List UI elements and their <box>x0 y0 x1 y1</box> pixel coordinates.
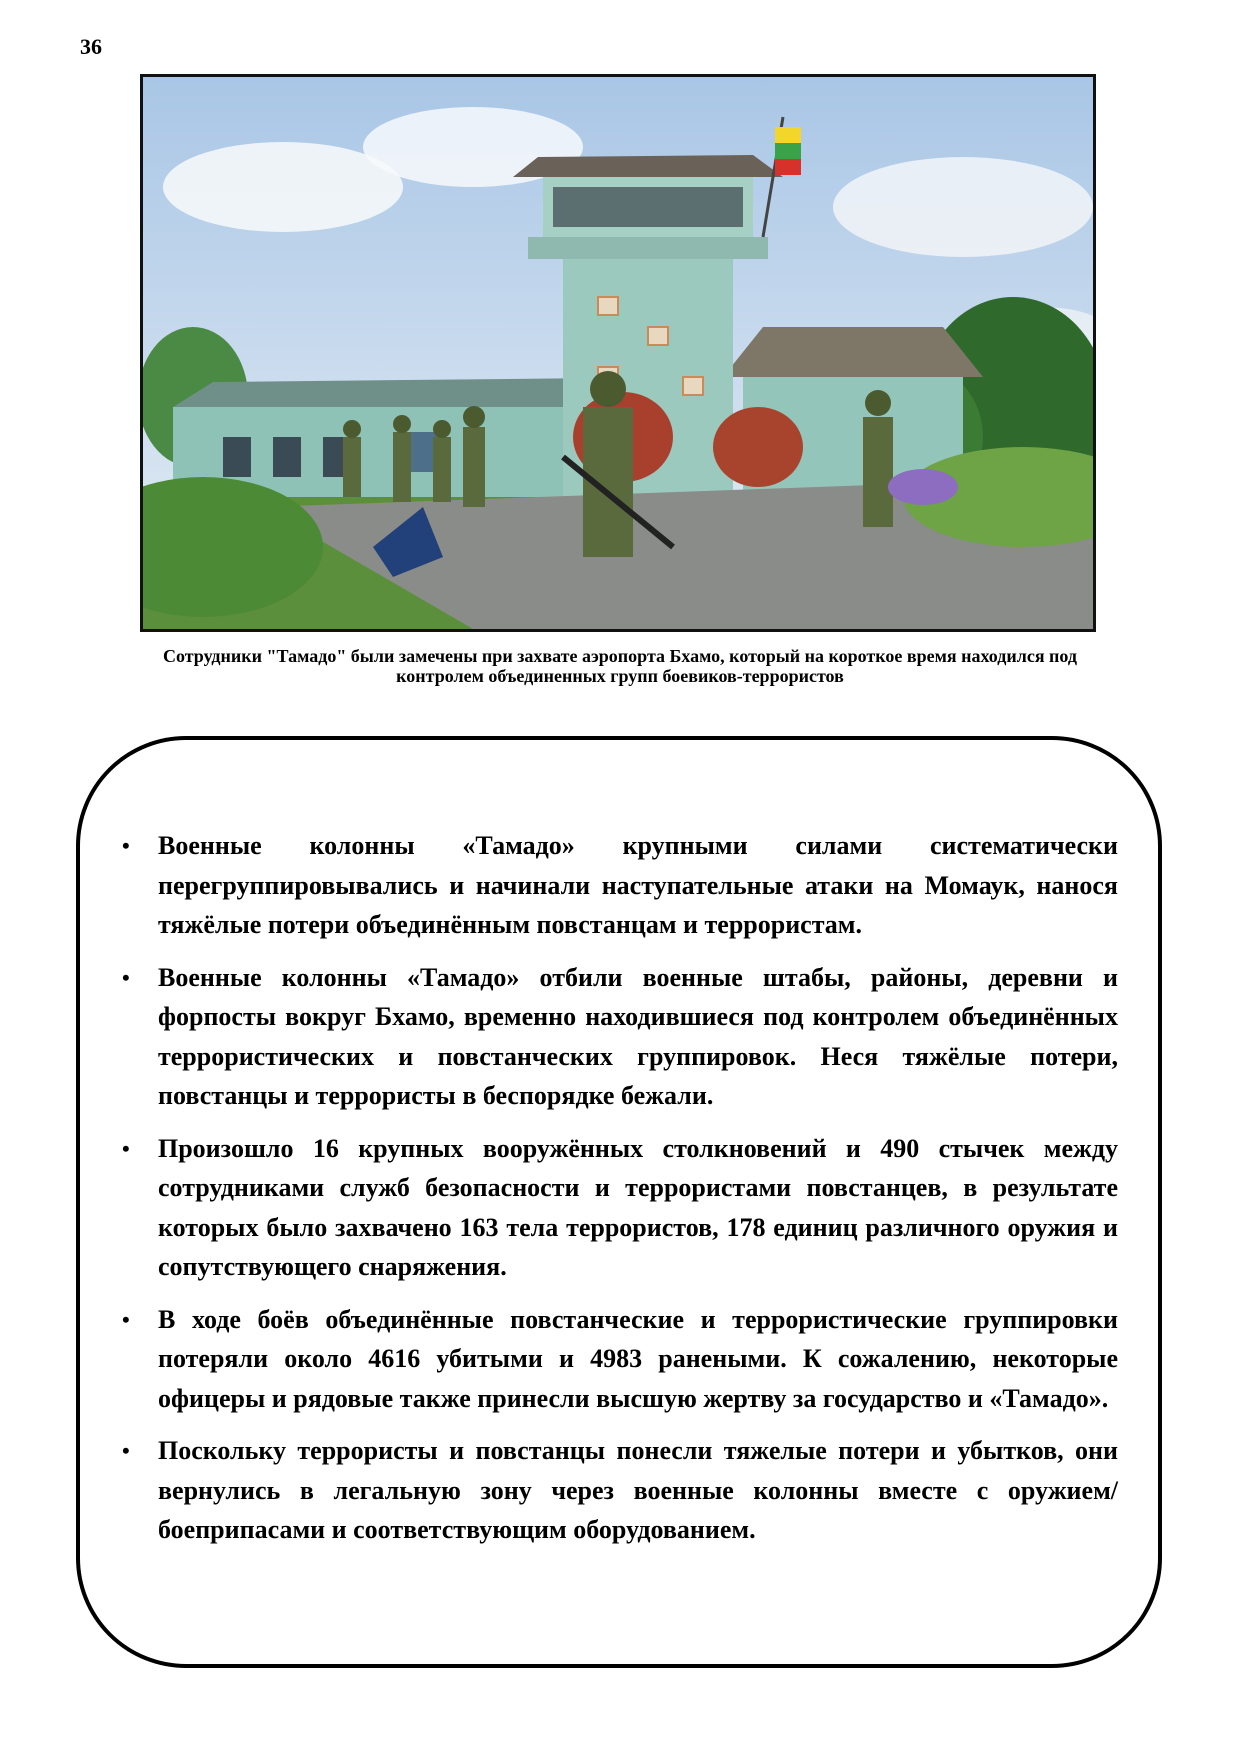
bullet-list <box>120 826 1118 1563</box>
bullet-text: Военные колонны «Тамадо» крупными силами систематически перегруппировывались и начинали наступательные атаки на Момаук, нанося тяжёлые потери объединённым повстанцам и террористам. <box>158 831 1118 939</box>
page-number: 36 <box>80 34 102 59</box>
bullet-marker: • <box>122 1306 130 1332</box>
bullet-marker: • <box>122 1135 130 1161</box>
bullet-text: В ходе боёв объединённые повстанческие и террористические группировки потеряли около 4616 убитыми и 4983 ранеными. К сожалению, некоторые офицеры и рядовые также принесли высшую жертву за государство и «Тамадо». <box>158 1304 1118 1413</box>
photo-caption <box>70 646 1170 686</box>
caption-line-1: Сотрудники "Тамадо" были замечены при захвате аэропорта Бхамо, который на короткое время находился под <box>162 646 1078 666</box>
photo-airport-tower <box>140 74 1096 632</box>
bullet-text: Поскольку террористы и повстанцы понесли тяжелые потери и убытков, они вернулись в легальную зону через военные колонны вместе с оружием/боеприпасами и соответствующим оборудованием. <box>158 1436 1118 1544</box>
bullet-item <box>120 826 1118 945</box>
bullet-text: Произошло 16 крупных вооружённых столкновений и 490 стычек между сотрудниками служб безопасности и террористами повстанцев, в результате которых было захвачено 163 тела террористов, 178 единиц различного оружия и сопутствующего снаряжения. <box>158 1133 1118 1281</box>
bullet-item <box>120 1431 1118 1550</box>
bullet-item <box>120 958 1118 1116</box>
bullet-item <box>120 1129 1118 1287</box>
photo-airport-tower-soldiers <box>143 77 1093 629</box>
bullet-marker: • <box>122 1438 130 1463</box>
bullet-marker: • <box>122 964 130 990</box>
bullet-item <box>120 1300 1118 1419</box>
bullet-marker: • <box>122 833 130 858</box>
bullet-text: Военные колонны «Тамадо» отбили военные штабы, районы, деревни и форпосты вокруг Бхамо, временно находившиеся под контролем объединённых террористических и повстанческих группировок. Неся тяжёлые потери, повстанцы и террористы в беспорядке бежали. <box>158 962 1118 1110</box>
caption-line-2: контролем объединенных групп боевиков-террористов <box>396 666 844 686</box>
